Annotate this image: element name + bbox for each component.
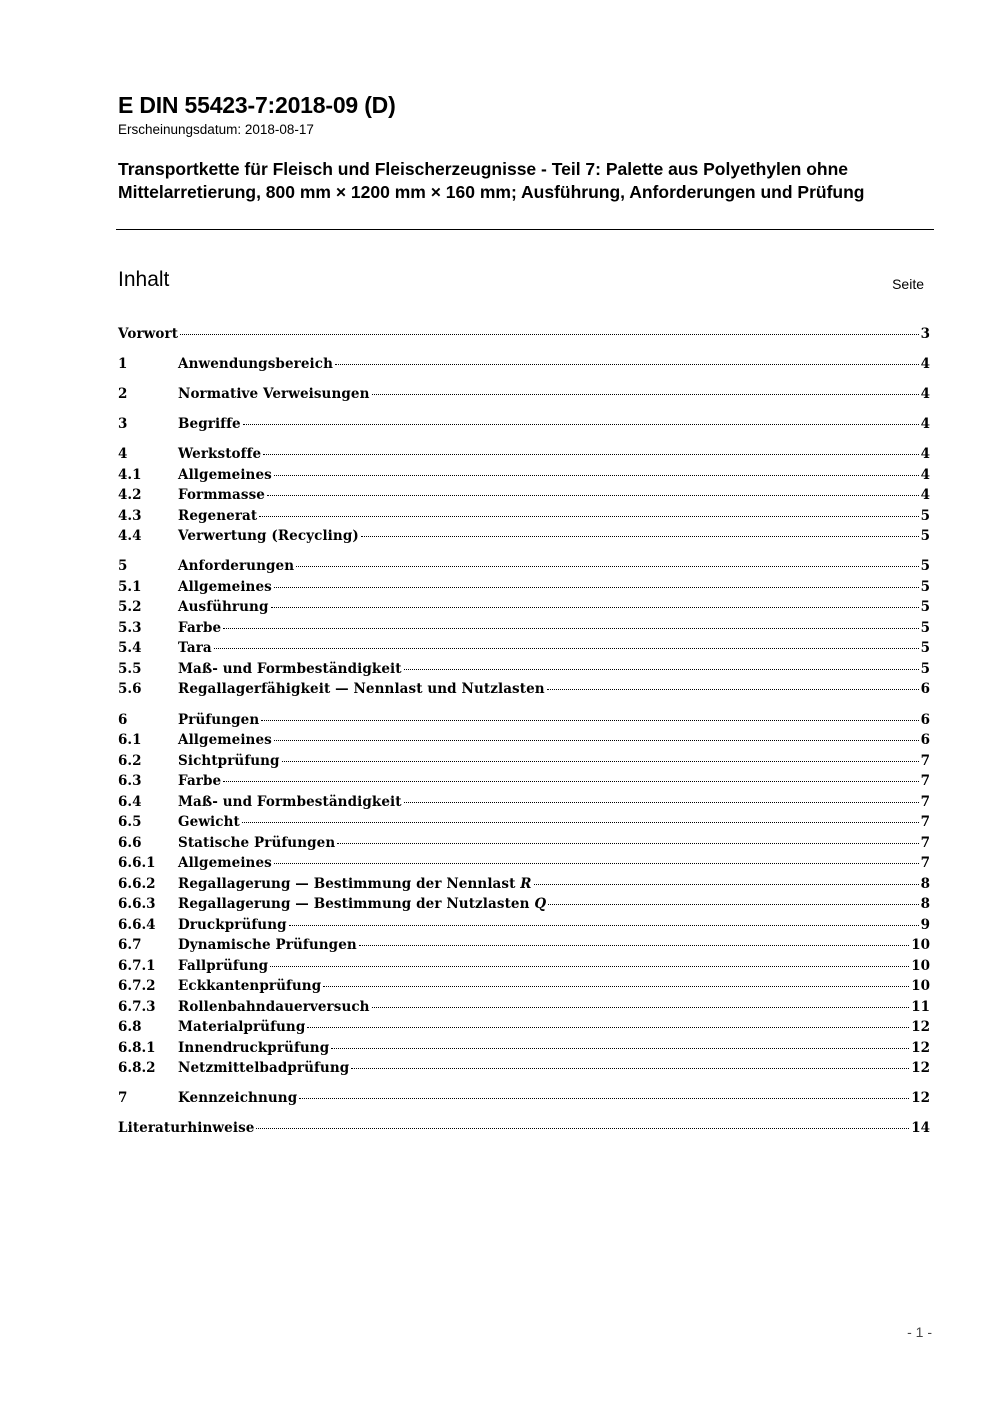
toc-entry-title-text: Fallprüfung bbox=[178, 957, 269, 974]
toc-dot-leader bbox=[296, 566, 918, 567]
toc-entry-title-text: Maß- und Formbeständigkeit bbox=[178, 793, 402, 810]
toc-entry-title bbox=[178, 753, 280, 769]
toc-entry-page: 4 bbox=[920, 386, 930, 403]
toc-entry-title bbox=[178, 528, 359, 544]
toc-entry[interactable] bbox=[118, 416, 930, 437]
toc-entry-title bbox=[178, 855, 272, 871]
toc-entry-title-text: Anforderungen bbox=[178, 558, 295, 575]
toc-dot-leader bbox=[263, 454, 918, 455]
toc-entry[interactable] bbox=[118, 855, 930, 876]
toc-entry-title bbox=[178, 937, 357, 953]
toc-entry-title-text: Regallagerung — Bestimmung der Nennlast bbox=[178, 875, 516, 892]
toc-entry-title bbox=[178, 558, 294, 574]
toc-entry-page: 12 bbox=[911, 1060, 930, 1077]
toc-entry-page: 14 bbox=[911, 1120, 930, 1137]
toc-entry-number: 6.6.2 bbox=[118, 875, 156, 892]
toc-entry-page: 8 bbox=[920, 875, 930, 892]
toc-entry-title-text: Maß- und Formbeständigkeit bbox=[178, 660, 402, 677]
publication-date: Erscheinungsdatum: 2018-08-17 bbox=[118, 122, 314, 137]
toc-entry-number: 6.5 bbox=[118, 814, 142, 831]
toc-entry-title-text: Netzmittelbadprüfung bbox=[178, 1060, 350, 1077]
toc-entry-number: 3 bbox=[118, 416, 128, 433]
toc-entry-variable: Q bbox=[534, 896, 547, 913]
toc-dot-leader bbox=[214, 648, 919, 649]
toc-entry-number: 5.6 bbox=[118, 681, 142, 698]
toc-entry[interactable] bbox=[118, 1040, 930, 1061]
toc-entry-title-text: Gewicht bbox=[178, 814, 240, 831]
toc-entry-title-text: Farbe bbox=[178, 773, 222, 790]
toc-entry-title-text: Regallagerfähigkeit — Nennlast und Nutzlasten bbox=[178, 681, 545, 698]
toc-entry-page: 9 bbox=[920, 916, 930, 933]
toc-entry-title-text: Werkstoffe bbox=[178, 446, 262, 463]
toc-entry[interactable] bbox=[118, 732, 930, 753]
toc-entry-page: 8 bbox=[920, 896, 930, 913]
toc-entry-title bbox=[178, 446, 261, 462]
toc-entry-number: 7 bbox=[118, 1090, 128, 1107]
toc-entry-title bbox=[178, 1090, 297, 1106]
toc-entry-title bbox=[178, 958, 268, 974]
toc-entry-number: 6.3 bbox=[118, 773, 142, 790]
toc-entry-title bbox=[178, 835, 335, 851]
toc-entry[interactable] bbox=[118, 446, 930, 467]
toc-entry-title bbox=[178, 416, 241, 432]
toc-entry[interactable] bbox=[118, 1060, 930, 1081]
toc-entry[interactable] bbox=[118, 917, 930, 938]
toc-dot-leader bbox=[289, 925, 919, 926]
toc-dot-leader bbox=[299, 1098, 909, 1099]
toc-entry[interactable] bbox=[118, 753, 930, 774]
toc-entry-title-text: Begriffe bbox=[178, 416, 241, 433]
toc-entry[interactable] bbox=[118, 599, 930, 620]
toc-dot-leader bbox=[331, 1048, 909, 1049]
toc-entry-page: 4 bbox=[920, 416, 930, 433]
toc-entry-number: 4 bbox=[118, 446, 128, 463]
toc-entry-title-text: Tara bbox=[178, 640, 212, 657]
toc-entry-number: 1 bbox=[118, 356, 128, 373]
toc-entry-title bbox=[178, 1040, 329, 1056]
toc-entry-title-text: Allgemeines bbox=[178, 578, 272, 595]
toc-entry-title bbox=[178, 661, 402, 677]
toc-entry[interactable] bbox=[118, 579, 930, 600]
toc-dot-leader bbox=[404, 802, 919, 803]
toc-dot-leader bbox=[274, 587, 919, 588]
toc-entry[interactable] bbox=[118, 640, 930, 661]
toc-entry-title bbox=[178, 712, 259, 728]
toc-dot-leader bbox=[274, 740, 919, 741]
toc-entry-page: 4 bbox=[920, 466, 930, 483]
toc-entry-title bbox=[178, 579, 272, 595]
toc-entry-number: 4.3 bbox=[118, 507, 142, 524]
toc-entry-page: 4 bbox=[920, 487, 930, 504]
toc-entry-title bbox=[178, 732, 272, 748]
toc-entry-title-text: Statische Prüfungen bbox=[178, 834, 336, 851]
toc-entry-title-text: Prüfungen bbox=[178, 711, 260, 728]
toc-entry-number: 6.7 bbox=[118, 937, 142, 954]
toc-entry-page: 7 bbox=[920, 814, 930, 831]
toc-entry-number: 6.4 bbox=[118, 793, 142, 810]
toc-entry-number: 6.8.1 bbox=[118, 1039, 156, 1056]
toc-entry-page: 7 bbox=[920, 752, 930, 769]
toc-entry-number: 6.6.3 bbox=[118, 896, 156, 913]
toc-entry[interactable] bbox=[118, 1090, 930, 1111]
toc-dot-leader bbox=[361, 536, 919, 537]
toc-dot-leader bbox=[307, 1027, 909, 1028]
toc-entry-title bbox=[178, 508, 257, 524]
toc-dot-leader bbox=[243, 424, 919, 425]
toc-entry-number: 5.3 bbox=[118, 619, 142, 636]
toc-entry-number: 6 bbox=[118, 711, 128, 728]
toc-entry[interactable] bbox=[118, 681, 930, 702]
toc-entry-page: 4 bbox=[920, 356, 930, 373]
toc-entry-number: 6.8.2 bbox=[118, 1060, 156, 1077]
toc-dot-leader bbox=[337, 843, 918, 844]
toc-entry[interactable] bbox=[118, 467, 930, 488]
toc-entry[interactable] bbox=[118, 508, 930, 529]
toc-entry-title bbox=[178, 681, 545, 697]
toc-dot-leader bbox=[267, 495, 919, 496]
toc-dot-leader bbox=[256, 1128, 909, 1129]
toc-entry-title-text: Eckkantenprüfung bbox=[178, 978, 322, 995]
toc-entry-number: 4.1 bbox=[118, 466, 142, 483]
toc-entry-title-text: Normative Verweisungen bbox=[178, 386, 370, 403]
toc-entry-title-text: Innendruckprüfung bbox=[178, 1039, 330, 1056]
toc-entry-title-text: Allgemeines bbox=[178, 732, 272, 749]
toc-entry-page: 5 bbox=[920, 528, 930, 545]
toc-entry-title-text: Ausführung bbox=[178, 599, 269, 616]
toc-dot-leader bbox=[259, 516, 918, 517]
toc-entry-page: 5 bbox=[920, 619, 930, 636]
toc-dot-leader bbox=[547, 689, 919, 690]
toc-dot-leader bbox=[223, 628, 918, 629]
toc-entry-number: 2 bbox=[118, 386, 128, 403]
toc-entry-title bbox=[178, 814, 240, 830]
toc-entry-number: 5.4 bbox=[118, 640, 142, 657]
toc-entry-title-text: Anwendungsbereich bbox=[178, 356, 334, 373]
toc-entry[interactable] bbox=[118, 356, 930, 377]
toc-dot-leader bbox=[223, 781, 918, 782]
toc-entry[interactable] bbox=[118, 712, 930, 733]
toc-entry-page: 12 bbox=[911, 1090, 930, 1107]
toc-dot-leader bbox=[274, 863, 919, 864]
toc-entry-number: 6.6 bbox=[118, 834, 142, 851]
toc-entry-page: 5 bbox=[920, 578, 930, 595]
toc-dot-leader bbox=[282, 761, 919, 762]
toc-entry[interactable] bbox=[118, 1019, 930, 1040]
toc-entry-title bbox=[178, 620, 221, 636]
toc-entry-title bbox=[178, 487, 265, 503]
toc-entry-number: 5 bbox=[118, 558, 128, 575]
toc-entry-number: 4.2 bbox=[118, 487, 142, 504]
toc-entry-page: 12 bbox=[911, 1039, 930, 1056]
toc-entry-page: 5 bbox=[920, 660, 930, 677]
toc-entry-variable: R bbox=[520, 875, 532, 892]
toc-entry-number: 6.7.1 bbox=[118, 957, 156, 974]
document-title: Transportkette für Fleisch und Fleischerzeugnisse - Teil 7: Palette aus Polyethylen ohne Mittelarretierung, 800 mm × 1200 mm × 160 mm; Ausführung, Anforderungen und Prüfung bbox=[118, 159, 865, 202]
toc-entry[interactable] bbox=[118, 1120, 930, 1141]
toc-entry-number: 4.4 bbox=[118, 528, 142, 545]
toc-entry-title bbox=[178, 1060, 349, 1076]
toc-entry-title-text: Materialprüfung bbox=[178, 1019, 306, 1036]
toc-dot-leader bbox=[335, 364, 919, 365]
toc-entry-title bbox=[178, 356, 333, 372]
toc-entry[interactable] bbox=[118, 326, 930, 347]
toc-entry-number: 6.6.4 bbox=[118, 916, 156, 933]
document-id: E DIN 55423-7:2018-09 (D) bbox=[118, 92, 396, 118]
toc-entry[interactable] bbox=[118, 773, 930, 794]
toc-entry-title-text: Sichtprüfung bbox=[178, 752, 280, 769]
toc-entry-number: 6.7.3 bbox=[118, 998, 156, 1015]
toc-entry-title bbox=[178, 978, 321, 994]
toc-entry-title bbox=[178, 467, 272, 483]
toc-dot-leader bbox=[351, 1068, 909, 1069]
toc-entry-page: 6 bbox=[920, 711, 930, 728]
toc-entry[interactable] bbox=[118, 386, 930, 407]
toc-dot-leader bbox=[274, 475, 919, 476]
toc-dot-leader bbox=[372, 394, 919, 395]
title-divider bbox=[116, 229, 934, 230]
toc-entry-title-text: Allgemeines bbox=[178, 855, 272, 872]
toc-entry[interactable] bbox=[118, 937, 930, 958]
toc-entry-title bbox=[178, 599, 269, 615]
toc-page-column-label: Seite bbox=[892, 276, 924, 292]
toc-dot-leader bbox=[359, 945, 909, 946]
toc-entry-title-text: Druckprüfung bbox=[178, 916, 287, 933]
toc-entry-title-text: Regallagerung — Bestimmung der Nutzlasten bbox=[178, 896, 530, 913]
toc-entry[interactable] bbox=[118, 794, 930, 815]
toc-entry-title bbox=[178, 999, 370, 1015]
toc-entry-page: 7 bbox=[920, 834, 930, 851]
toc-entry-title-text: Kennzeichnung bbox=[178, 1090, 298, 1107]
toc-entry-title bbox=[118, 1120, 254, 1136]
toc-entry-title-text: Allgemeines bbox=[178, 466, 272, 483]
table-of-contents bbox=[118, 326, 930, 1141]
toc-entry-page: 3 bbox=[920, 326, 930, 342]
toc-entry-title bbox=[178, 773, 221, 789]
toc-entry-page: 10 bbox=[911, 957, 930, 974]
toc-entry-title bbox=[178, 876, 532, 892]
toc-entry-page: 7 bbox=[920, 793, 930, 810]
toc-entry-title-text: Dynamische Prüfungen bbox=[178, 937, 357, 954]
toc-entry-page: 6 bbox=[920, 681, 930, 698]
toc-entry-page: 7 bbox=[920, 773, 930, 790]
toc-entry-number: 5.1 bbox=[118, 578, 142, 595]
toc-entry-title-text: Farbe bbox=[178, 619, 222, 636]
toc-dot-leader bbox=[323, 986, 909, 987]
toc-dot-leader bbox=[242, 822, 919, 823]
toc-entry-page: 6 bbox=[920, 732, 930, 749]
toc-entry-title bbox=[178, 896, 546, 912]
toc-entry-page: 11 bbox=[911, 998, 930, 1015]
toc-entry-title bbox=[178, 794, 402, 810]
toc-dot-leader bbox=[261, 720, 918, 721]
toc-entry-title-text: Regenerat bbox=[178, 507, 258, 524]
toc-dot-leader bbox=[534, 884, 919, 885]
toc-dot-leader bbox=[180, 334, 919, 335]
toc-dot-leader bbox=[372, 1007, 910, 1008]
toc-entry-number: 6.2 bbox=[118, 752, 142, 769]
toc-entry[interactable] bbox=[118, 958, 930, 979]
toc-entry[interactable] bbox=[118, 999, 930, 1020]
toc-heading: Inhalt bbox=[118, 268, 170, 291]
toc-dot-leader bbox=[548, 904, 918, 905]
toc-entry[interactable] bbox=[118, 814, 930, 835]
toc-entry-number: 5.2 bbox=[118, 599, 142, 616]
toc-entry-number: 6.7.2 bbox=[118, 978, 156, 995]
toc-entry-title bbox=[118, 326, 178, 342]
toc-entry-number: 5.5 bbox=[118, 660, 142, 677]
toc-dot-leader bbox=[271, 607, 919, 608]
toc-entry-page: 7 bbox=[920, 855, 930, 872]
toc-entry[interactable] bbox=[118, 528, 930, 549]
toc-entry-page: 5 bbox=[920, 507, 930, 524]
toc-entry-page: 5 bbox=[920, 558, 930, 575]
toc-entry-title-text: Rollenbahndauerversuch bbox=[178, 998, 370, 1015]
toc-entry-page: 4 bbox=[920, 446, 930, 463]
toc-entry-title bbox=[178, 386, 370, 402]
toc-entry[interactable] bbox=[118, 835, 930, 856]
toc-entry-number: 6.1 bbox=[118, 732, 142, 749]
toc-entry[interactable] bbox=[118, 558, 930, 579]
toc-entry-number: 6.8 bbox=[118, 1019, 142, 1036]
toc-dot-leader bbox=[270, 966, 909, 967]
toc-entry[interactable] bbox=[118, 876, 930, 897]
toc-entry-number: 6.6.1 bbox=[118, 855, 156, 872]
toc-entry-page: 10 bbox=[911, 978, 930, 995]
toc-entry[interactable] bbox=[118, 620, 930, 641]
toc-entry-title bbox=[178, 1019, 305, 1035]
toc-entry[interactable] bbox=[118, 896, 930, 917]
toc-entry-page: 12 bbox=[911, 1019, 930, 1036]
toc-entry[interactable] bbox=[118, 978, 930, 999]
toc-entry-title-text: Literaturhinweise bbox=[118, 1120, 255, 1137]
toc-entry-page: 10 bbox=[911, 937, 930, 954]
toc-dot-leader bbox=[404, 669, 919, 670]
toc-entry-title bbox=[178, 640, 212, 656]
toc-entry-page: 5 bbox=[920, 640, 930, 657]
toc-entry-title-text: Formmasse bbox=[178, 487, 265, 504]
toc-entry-title bbox=[178, 917, 287, 933]
toc-entry-title-text: Vorwort bbox=[118, 326, 179, 342]
toc-entry-title-text: Verwertung (Recycling) bbox=[178, 528, 359, 545]
page-number: - 1 - bbox=[907, 1324, 932, 1340]
toc-entry[interactable] bbox=[118, 661, 930, 682]
toc-entry[interactable] bbox=[118, 487, 930, 508]
toc-entry-page: 5 bbox=[920, 599, 930, 616]
